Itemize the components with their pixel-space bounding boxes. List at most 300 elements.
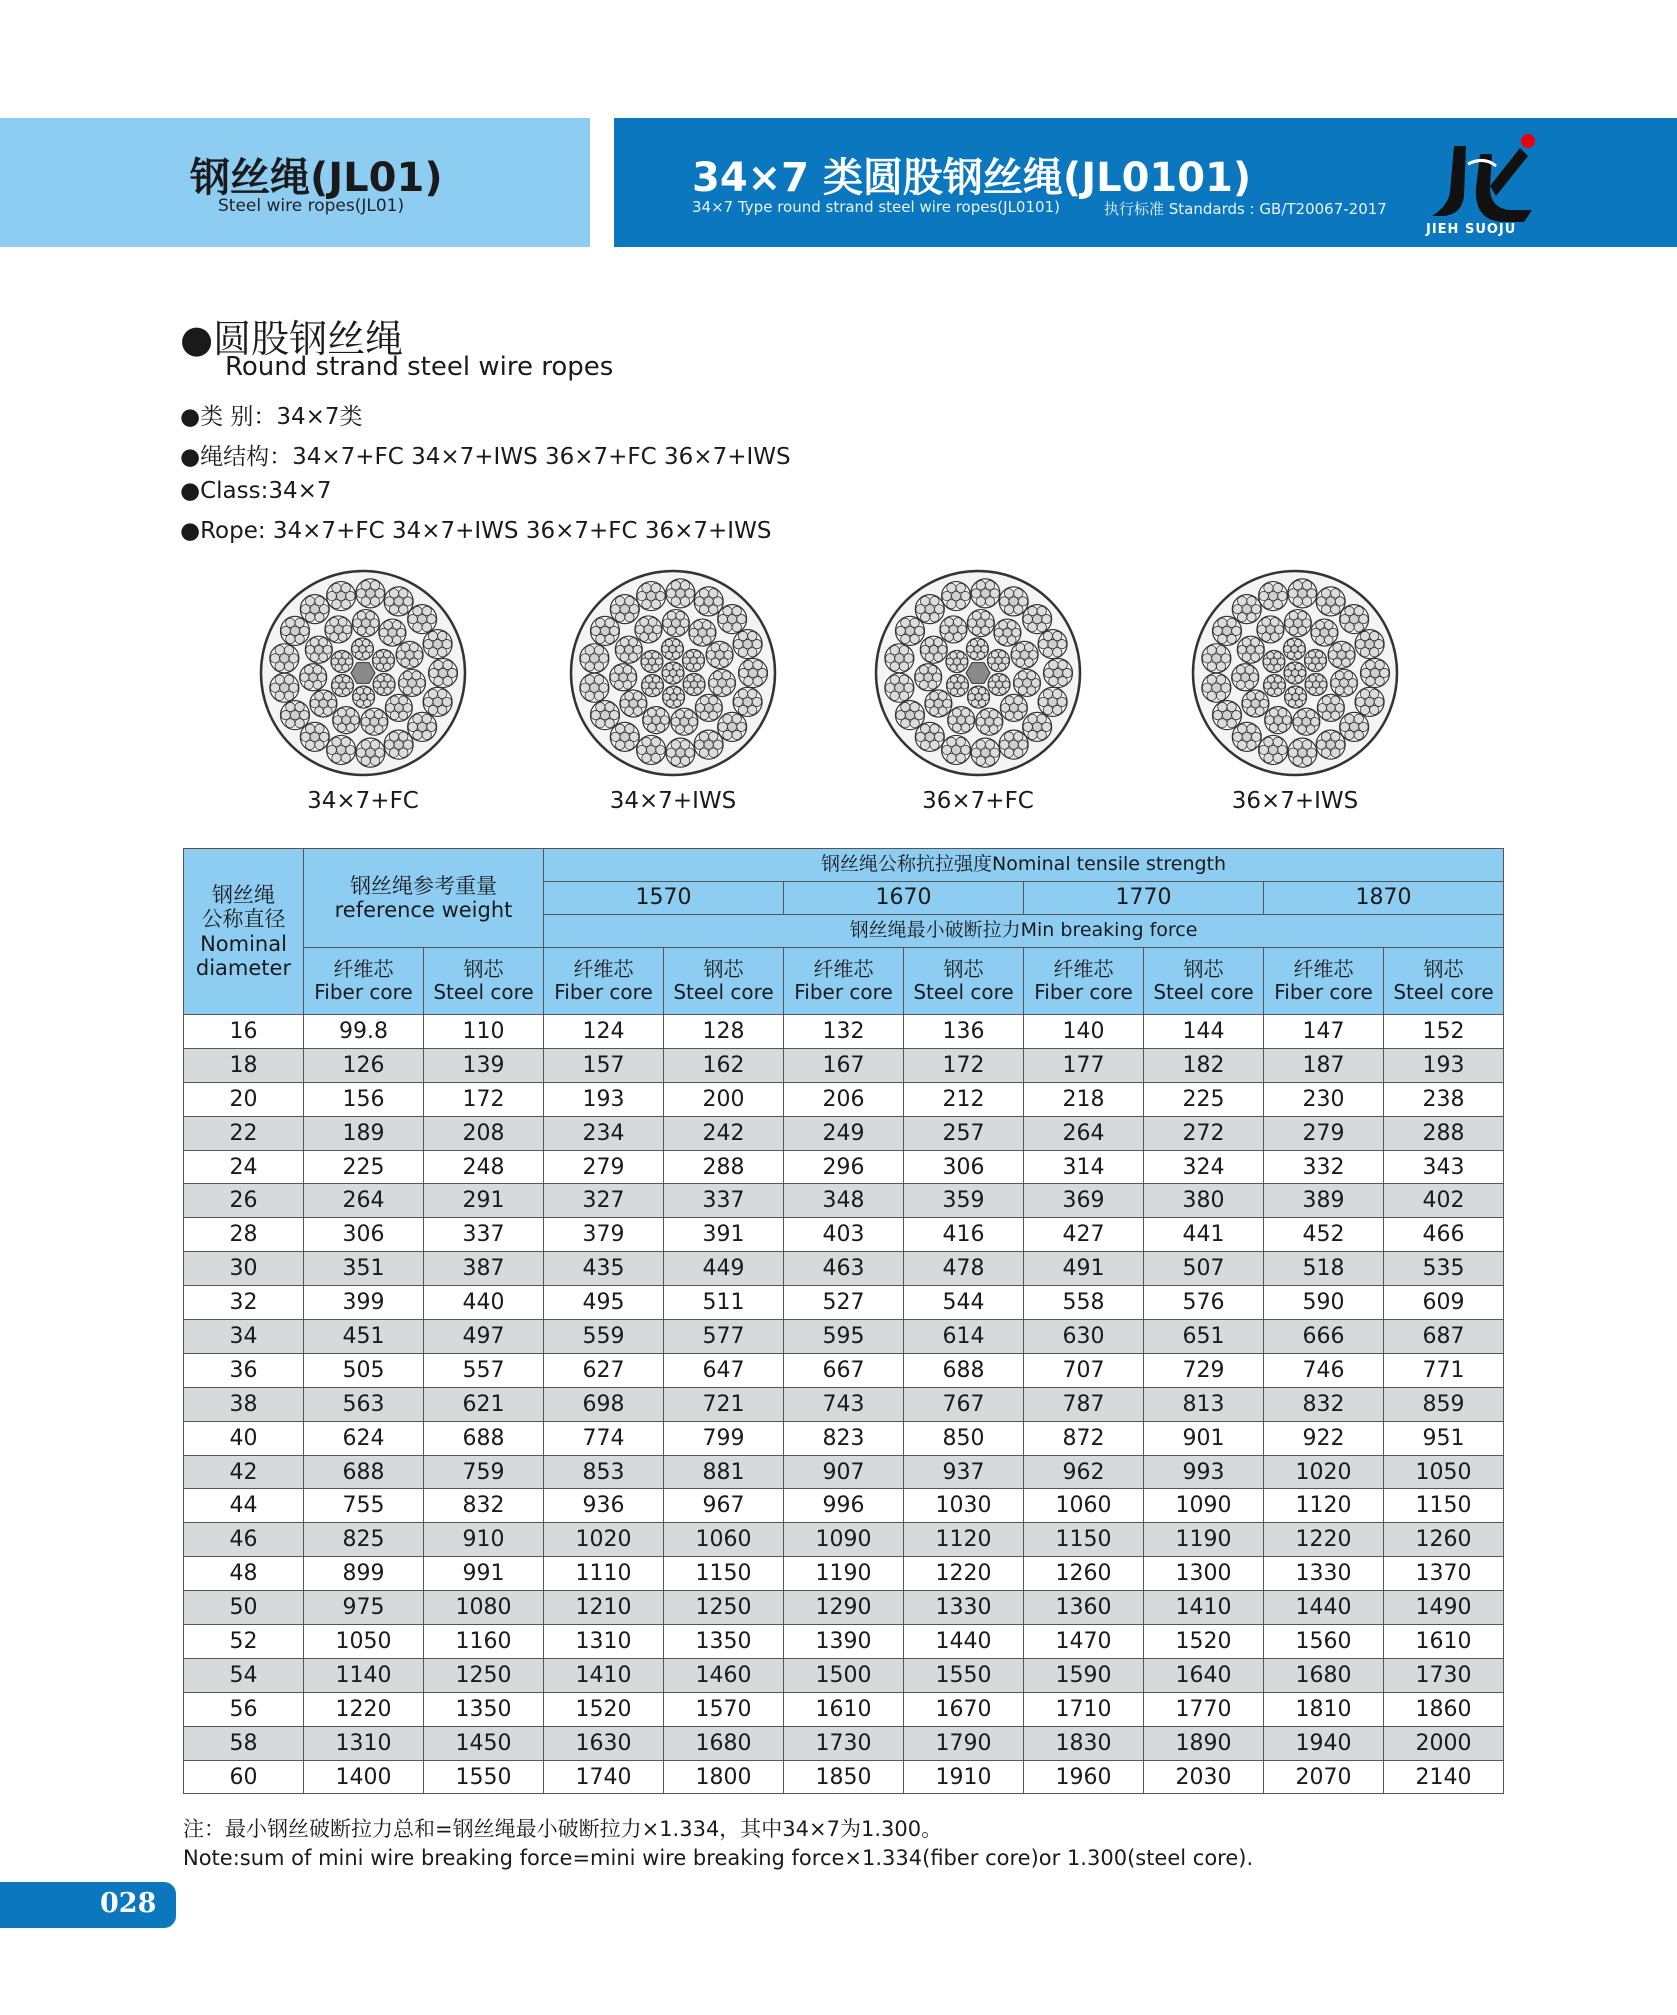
value-cell: 140: [1024, 1015, 1144, 1049]
header-right-subtitle: 34×7 Type round strand steel wire ropes(JL0101): [692, 198, 1060, 216]
value-cell: 1260: [1024, 1557, 1144, 1591]
value-cell: 1670: [904, 1692, 1024, 1726]
value-cell: 126: [304, 1048, 424, 1082]
value-cell: 609: [1384, 1286, 1504, 1320]
value-cell: 825: [304, 1523, 424, 1557]
value-cell: 1060: [1024, 1489, 1144, 1523]
value-cell: 193: [544, 1082, 664, 1116]
value-cell: 416: [904, 1218, 1024, 1252]
rope-label: 36×7+IWS: [1231, 788, 1359, 814]
value-cell: 132: [784, 1015, 904, 1049]
header-right-title: 34×7 类圆股钢丝绳(JL0101): [692, 155, 1252, 201]
value-cell: 206: [784, 1082, 904, 1116]
value-cell: 1370: [1384, 1557, 1504, 1591]
value-cell: 337: [664, 1184, 784, 1218]
diameter-cell: 54: [184, 1658, 304, 1692]
value-cell: 1520: [1144, 1625, 1264, 1659]
value-cell: 147: [1264, 1015, 1384, 1049]
value-cell: 230: [1264, 1082, 1384, 1116]
diameter-cell: 44: [184, 1489, 304, 1523]
table-row: [184, 1082, 1504, 1116]
value-cell: 1550: [904, 1658, 1024, 1692]
diameter-cell: 26: [184, 1184, 304, 1218]
value-cell: 208: [424, 1116, 544, 1150]
value-cell: 435: [544, 1252, 664, 1286]
value-cell: 1290: [784, 1591, 904, 1625]
section-subtitle: Round strand steel wire ropes: [225, 352, 614, 382]
value-cell: 1470: [1024, 1625, 1144, 1659]
value-cell: 272: [1144, 1116, 1264, 1150]
value-cell: 177: [1024, 1048, 1144, 1082]
table-row: [184, 1557, 1504, 1591]
value-cell: 1310: [304, 1726, 424, 1760]
value-cell: 264: [1024, 1116, 1144, 1150]
value-cell: 124: [544, 1015, 664, 1049]
value-cell: 563: [304, 1387, 424, 1421]
value-cell: 1030: [904, 1489, 1024, 1523]
value-cell: 535: [1384, 1252, 1504, 1286]
value-cell: 497: [424, 1320, 544, 1354]
value-cell: 936: [544, 1489, 664, 1523]
value-cell: 1440: [1264, 1591, 1384, 1625]
fiber-core-header: 纤维芯 Fiber core: [1024, 948, 1144, 1015]
spec-rope-en: ●Rope: 34×7+FC 34×7+IWS 36×7+FC 36×7+IWS: [180, 518, 772, 544]
value-cell: 1810: [1264, 1692, 1384, 1726]
value-cell: 172: [424, 1082, 544, 1116]
value-cell: 951: [1384, 1421, 1504, 1455]
value-cell: 279: [544, 1150, 664, 1184]
value-cell: 1350: [424, 1692, 544, 1726]
value-cell: 850: [904, 1421, 1024, 1455]
value-cell: 527: [784, 1286, 904, 1320]
value-cell: 647: [664, 1353, 784, 1387]
value-cell: 1890: [1144, 1726, 1264, 1760]
value-cell: 511: [664, 1286, 784, 1320]
value-cell: 743: [784, 1387, 904, 1421]
table-row: [184, 1116, 1504, 1150]
value-cell: 1740: [544, 1760, 664, 1794]
value-cell: 996: [784, 1489, 904, 1523]
value-cell: 1640: [1144, 1658, 1264, 1692]
diameter-header: 钢丝绳 公称直径 Nominal diameter: [184, 849, 304, 1015]
value-cell: 238: [1384, 1082, 1504, 1116]
value-cell: 1910: [904, 1760, 1024, 1794]
value-cell: 1460: [664, 1658, 784, 1692]
value-cell: 576: [1144, 1286, 1264, 1320]
value-cell: 1220: [304, 1692, 424, 1726]
value-cell: 379: [544, 1218, 664, 1252]
value-cell: 351: [304, 1252, 424, 1286]
value-cell: 389: [1264, 1184, 1384, 1218]
value-cell: 707: [1024, 1353, 1144, 1387]
diameter-cell: 32: [184, 1286, 304, 1320]
table-row: [184, 1658, 1504, 1692]
value-cell: 1390: [784, 1625, 904, 1659]
value-cell: 1050: [304, 1625, 424, 1659]
diameter-cell: 42: [184, 1455, 304, 1489]
value-cell: 590: [1264, 1286, 1384, 1320]
value-cell: 688: [904, 1353, 1024, 1387]
header-left-title: 钢丝绳(JL01): [190, 155, 443, 201]
value-cell: 1060: [664, 1523, 784, 1557]
value-cell: 1120: [904, 1523, 1024, 1557]
value-cell: 380: [1144, 1184, 1264, 1218]
value-cell: 1500: [784, 1658, 904, 1692]
diameter-cell: 46: [184, 1523, 304, 1557]
rope-label: 34×7+FC: [307, 788, 419, 814]
value-cell: 1020: [544, 1523, 664, 1557]
value-cell: 449: [664, 1252, 784, 1286]
value-cell: 1310: [544, 1625, 664, 1659]
steel-core-header: 钢芯 Steel core: [424, 948, 544, 1015]
value-cell: 1140: [304, 1658, 424, 1692]
value-cell: 1800: [664, 1760, 784, 1794]
value-cell: 1090: [1144, 1489, 1264, 1523]
value-cell: 2140: [1384, 1760, 1504, 1794]
value-cell: 630: [1024, 1320, 1144, 1354]
value-cell: 755: [304, 1489, 424, 1523]
value-cell: 1150: [1384, 1489, 1504, 1523]
table-row: [184, 1387, 1504, 1421]
diameter-cell: 36: [184, 1353, 304, 1387]
value-cell: 823: [784, 1421, 904, 1455]
value-cell: 595: [784, 1320, 904, 1354]
value-cell: 2000: [1384, 1726, 1504, 1760]
diameter-cell: 38: [184, 1387, 304, 1421]
value-cell: 859: [1384, 1387, 1504, 1421]
fiber-core-header: 纤维芯 Fiber core: [784, 948, 904, 1015]
value-cell: 1860: [1384, 1692, 1504, 1726]
value-cell: 306: [904, 1150, 1024, 1184]
value-cell: 1360: [1024, 1591, 1144, 1625]
value-cell: 212: [904, 1082, 1024, 1116]
value-cell: 1300: [1144, 1557, 1264, 1591]
value-cell: 440: [424, 1286, 544, 1320]
value-cell: 910: [424, 1523, 544, 1557]
value-cell: 463: [784, 1252, 904, 1286]
value-cell: 218: [1024, 1082, 1144, 1116]
value-cell: 1260: [1384, 1523, 1504, 1557]
value-cell: 1730: [1384, 1658, 1504, 1692]
value-cell: 234: [544, 1116, 664, 1150]
value-cell: 1250: [664, 1591, 784, 1625]
weight-header: 钢丝绳参考重量 reference weight: [304, 849, 544, 948]
diameter-cell: 58: [184, 1726, 304, 1760]
value-cell: 1120: [1264, 1489, 1384, 1523]
value-cell: 359: [904, 1184, 1024, 1218]
value-cell: 901: [1144, 1421, 1264, 1455]
rope-label: 36×7+FC: [922, 788, 1034, 814]
value-cell: 1080: [424, 1591, 544, 1625]
value-cell: 264: [304, 1184, 424, 1218]
value-cell: 698: [544, 1387, 664, 1421]
value-cell: 667: [784, 1353, 904, 1387]
value-cell: 172: [904, 1048, 1024, 1082]
rope-cross-section-icon: [1190, 568, 1400, 778]
value-cell: 853: [544, 1455, 664, 1489]
steel-core-header: 钢芯 Steel core: [904, 948, 1024, 1015]
value-cell: 774: [544, 1421, 664, 1455]
value-cell: 1220: [904, 1557, 1024, 1591]
value-cell: 975: [304, 1591, 424, 1625]
value-cell: 1560: [1264, 1625, 1384, 1659]
value-cell: 182: [1144, 1048, 1264, 1082]
value-cell: 387: [424, 1252, 544, 1286]
fiber-core-header: 纤维芯 Fiber core: [1264, 948, 1384, 1015]
value-cell: 99.8: [304, 1015, 424, 1049]
value-cell: 427: [1024, 1218, 1144, 1252]
table-row: [184, 1184, 1504, 1218]
table-row: [184, 1760, 1504, 1794]
value-cell: 518: [1264, 1252, 1384, 1286]
value-cell: 1730: [784, 1726, 904, 1760]
diameter-cell: 50: [184, 1591, 304, 1625]
diameter-cell: 20: [184, 1082, 304, 1116]
value-cell: 1400: [304, 1760, 424, 1794]
value-cell: 291: [424, 1184, 544, 1218]
note-chinese: 注：最小钢丝破断拉力总和=钢丝绳最小破断拉力×1.334，其中34×7为1.300。: [183, 1817, 943, 1841]
steel-core-header: 钢芯 Steel core: [664, 948, 784, 1015]
section-title: ●圆股钢丝绳: [180, 317, 404, 361]
fiber-core-header: 纤维芯 Fiber core: [544, 948, 664, 1015]
grade-header: 1770: [1024, 882, 1264, 915]
grade-header: 1870: [1264, 882, 1504, 915]
value-cell: 1330: [904, 1591, 1024, 1625]
value-cell: 799: [664, 1421, 784, 1455]
value-cell: 937: [904, 1455, 1024, 1489]
value-cell: 495: [544, 1286, 664, 1320]
value-cell: 157: [544, 1048, 664, 1082]
value-cell: 1410: [1144, 1591, 1264, 1625]
value-cell: 2070: [1264, 1760, 1384, 1794]
min-breaking-force-header: 钢丝绳最小破断拉力Min breaking force: [544, 915, 1504, 948]
value-cell: 225: [1144, 1082, 1264, 1116]
rope-cross-section-icon: [568, 568, 778, 778]
value-cell: 466: [1384, 1218, 1504, 1252]
grade-header: 1570: [544, 882, 784, 915]
diameter-cell: 48: [184, 1557, 304, 1591]
value-cell: 156: [304, 1082, 424, 1116]
value-cell: 324: [1144, 1150, 1264, 1184]
breaking-force-table: [183, 848, 1504, 1794]
value-cell: 1490: [1384, 1591, 1504, 1625]
value-cell: 832: [1264, 1387, 1384, 1421]
page-number: 028: [100, 1888, 157, 1919]
value-cell: 688: [304, 1455, 424, 1489]
rope-label: 34×7+IWS: [609, 788, 737, 814]
table-row: [184, 1286, 1504, 1320]
diameter-cell: 56: [184, 1692, 304, 1726]
value-cell: 1680: [664, 1726, 784, 1760]
value-cell: 767: [904, 1387, 1024, 1421]
value-cell: 451: [304, 1320, 424, 1354]
value-cell: 288: [664, 1150, 784, 1184]
diameter-cell: 34: [184, 1320, 304, 1354]
value-cell: 491: [1024, 1252, 1144, 1286]
value-cell: 666: [1264, 1320, 1384, 1354]
diameter-cell: 60: [184, 1760, 304, 1794]
value-cell: 441: [1144, 1218, 1264, 1252]
value-cell: 1410: [544, 1658, 664, 1692]
value-cell: 288: [1384, 1116, 1504, 1150]
value-cell: 721: [664, 1387, 784, 1421]
diameter-cell: 40: [184, 1421, 304, 1455]
table-row: [184, 1048, 1504, 1082]
value-cell: 746: [1264, 1353, 1384, 1387]
value-cell: 1680: [1264, 1658, 1384, 1692]
value-cell: 872: [1024, 1421, 1144, 1455]
value-cell: 505: [304, 1353, 424, 1387]
value-cell: 399: [304, 1286, 424, 1320]
diameter-cell: 52: [184, 1625, 304, 1659]
value-cell: 688: [424, 1421, 544, 1455]
header-left-band: [0, 118, 590, 247]
value-cell: 327: [544, 1184, 664, 1218]
value-cell: 1440: [904, 1625, 1024, 1659]
header-right-band: [614, 118, 1677, 247]
steel-core-header: 钢芯 Steel core: [1384, 948, 1504, 1015]
value-cell: 1210: [544, 1591, 664, 1625]
value-cell: 544: [904, 1286, 1024, 1320]
spec-class-en: ●Class:34×7: [180, 478, 332, 504]
value-cell: 1160: [424, 1625, 544, 1659]
spec-class-cn: ●类 别：34×7类: [180, 404, 363, 430]
table-row: [184, 1252, 1504, 1286]
value-cell: 144: [1144, 1015, 1264, 1049]
value-cell: 200: [664, 1082, 784, 1116]
table-row: [184, 1692, 1504, 1726]
value-cell: 771: [1384, 1353, 1504, 1387]
value-cell: 557: [424, 1353, 544, 1387]
value-cell: 1090: [784, 1523, 904, 1557]
value-cell: 128: [664, 1015, 784, 1049]
value-cell: 899: [304, 1557, 424, 1591]
diameter-cell: 24: [184, 1150, 304, 1184]
table-row: [184, 1455, 1504, 1489]
value-cell: 813: [1144, 1387, 1264, 1421]
fiber-core-header: 纤维芯 Fiber core: [304, 948, 424, 1015]
page-number-tab: [0, 1882, 176, 1928]
value-cell: 2030: [1144, 1760, 1264, 1794]
value-cell: 403: [784, 1218, 904, 1252]
value-cell: 614: [904, 1320, 1024, 1354]
value-cell: 242: [664, 1116, 784, 1150]
table-row: [184, 1523, 1504, 1557]
value-cell: 314: [1024, 1150, 1144, 1184]
value-cell: 1550: [424, 1760, 544, 1794]
value-cell: 139: [424, 1048, 544, 1082]
value-cell: 167: [784, 1048, 904, 1082]
diameter-cell: 30: [184, 1252, 304, 1286]
standard-label: 执行标准 Standards : GB/T20067-2017: [1104, 200, 1387, 218]
value-cell: 624: [304, 1421, 424, 1455]
value-cell: 1570: [664, 1692, 784, 1726]
value-cell: 507: [1144, 1252, 1264, 1286]
value-cell: 391: [664, 1218, 784, 1252]
value-cell: 759: [424, 1455, 544, 1489]
spec-rope-cn: ●绳结构：34×7+FC 34×7+IWS 36×7+FC 36×7+IWS: [180, 444, 791, 470]
value-cell: 306: [304, 1218, 424, 1252]
value-cell: 257: [904, 1116, 1024, 1150]
header-left-subtitle: Steel wire ropes(JL01): [218, 196, 405, 216]
table-row: [184, 1625, 1504, 1659]
value-cell: 1450: [424, 1726, 544, 1760]
value-cell: 279: [1264, 1116, 1384, 1150]
value-cell: 991: [424, 1557, 544, 1591]
rope-cross-section-icon: [258, 568, 468, 778]
value-cell: 248: [424, 1150, 544, 1184]
value-cell: 402: [1384, 1184, 1504, 1218]
value-cell: 881: [664, 1455, 784, 1489]
value-cell: 967: [664, 1489, 784, 1523]
value-cell: 1190: [784, 1557, 904, 1591]
value-cell: 1050: [1384, 1455, 1504, 1489]
table-row: [184, 1353, 1504, 1387]
value-cell: 651: [1144, 1320, 1264, 1354]
table-body: [184, 1015, 1504, 1794]
value-cell: 577: [664, 1320, 784, 1354]
value-cell: 558: [1024, 1286, 1144, 1320]
table-row: [184, 1015, 1504, 1049]
diameter-cell: 18: [184, 1048, 304, 1082]
value-cell: 152: [1384, 1015, 1504, 1049]
tensile-strength-header: 钢丝绳公称抗拉强度Nominal tensile strength: [544, 849, 1504, 882]
value-cell: 343: [1384, 1150, 1504, 1184]
value-cell: 1190: [1144, 1523, 1264, 1557]
value-cell: 1630: [544, 1726, 664, 1760]
value-cell: 1020: [1264, 1455, 1384, 1489]
value-cell: 1770: [1144, 1692, 1264, 1726]
value-cell: 249: [784, 1116, 904, 1150]
table-row: [184, 1150, 1504, 1184]
value-cell: 1610: [1384, 1625, 1504, 1659]
value-cell: 187: [1264, 1048, 1384, 1082]
steel-core-header: 钢芯 Steel core: [1144, 948, 1264, 1015]
value-cell: 962: [1024, 1455, 1144, 1489]
value-cell: 907: [784, 1455, 904, 1489]
value-cell: 621: [424, 1387, 544, 1421]
value-cell: 189: [304, 1116, 424, 1150]
table-row: [184, 1421, 1504, 1455]
value-cell: 1940: [1264, 1726, 1384, 1760]
value-cell: 1330: [1264, 1557, 1384, 1591]
value-cell: 337: [424, 1218, 544, 1252]
value-cell: 627: [544, 1353, 664, 1387]
value-cell: 559: [544, 1320, 664, 1354]
value-cell: 162: [664, 1048, 784, 1082]
value-cell: 1220: [1264, 1523, 1384, 1557]
value-cell: 1110: [544, 1557, 664, 1591]
table-row: [184, 1726, 1504, 1760]
value-cell: 1850: [784, 1760, 904, 1794]
value-cell: 348: [784, 1184, 904, 1218]
value-cell: 687: [1384, 1320, 1504, 1354]
value-cell: 1790: [904, 1726, 1024, 1760]
core-type-header-row: [184, 948, 1504, 1015]
logo-text: JIEH SUOJU: [1426, 222, 1517, 237]
value-cell: 136: [904, 1015, 1024, 1049]
value-cell: 1150: [664, 1557, 784, 1591]
value-cell: 1960: [1024, 1760, 1144, 1794]
value-cell: 1520: [544, 1692, 664, 1726]
value-cell: 193: [1384, 1048, 1504, 1082]
value-cell: 332: [1264, 1150, 1384, 1184]
table-row: [184, 1591, 1504, 1625]
value-cell: 1830: [1024, 1726, 1144, 1760]
value-cell: 1590: [1024, 1658, 1144, 1692]
value-cell: 1710: [1024, 1692, 1144, 1726]
diameter-cell: 28: [184, 1218, 304, 1252]
